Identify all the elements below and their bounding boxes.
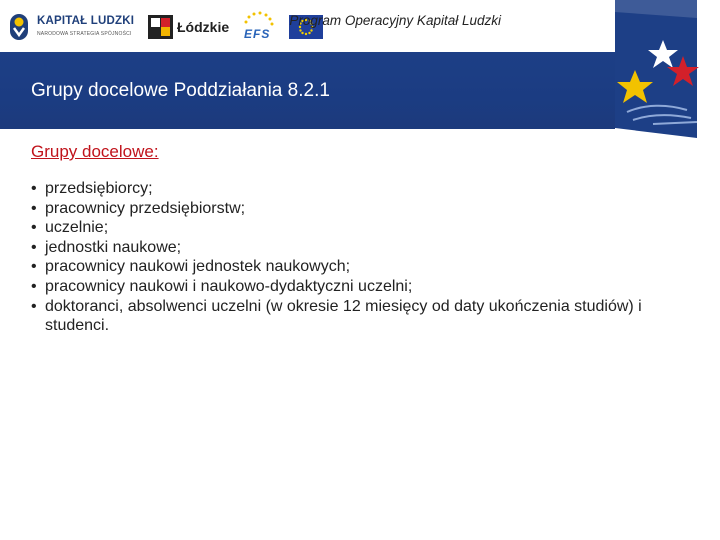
lodzkie-icon (148, 15, 173, 39)
content-area (31, 142, 691, 336)
target-groups-list (31, 179, 691, 336)
efs-logo (242, 10, 276, 44)
kapital-ludzki-subtitle: NARODOWA STRATEGIA SPÓJNOŚCI (37, 31, 132, 37)
logo-strip (0, 0, 615, 52)
bullet-icon: • (31, 199, 37, 217)
kapital-ludzki-icon (8, 13, 30, 41)
kapital-ludzki-title: KAPITAŁ LUDZKI (37, 15, 135, 27)
efs-text: EFS (244, 27, 271, 41)
list-item (31, 277, 691, 297)
bullet-icon: • (31, 297, 37, 315)
list-item-text: pracownicy naukowi jednostek naukowych; (45, 258, 351, 276)
list-item-text: uczelnie; (45, 219, 109, 237)
list-item (31, 257, 691, 277)
list-item (31, 179, 691, 199)
lodzkie-logo (148, 10, 234, 44)
list-item-text: doktoranci, absolwenci uczelni (w okresie 12 miesięcy od daty ukończenia studiów) i studenci. (45, 297, 642, 335)
lodzkie-name: Łódzkie (177, 19, 230, 35)
kapital-ludzki-logo (8, 10, 136, 44)
list-item (31, 218, 691, 238)
european-funds-emblem-icon (615, 0, 720, 138)
list-item-text: pracownicy przedsiębiorstw; (45, 199, 246, 217)
bullet-icon: • (31, 219, 37, 237)
list-item-text: pracownicy naukowi i naukowo-dydaktyczni uczelni; (45, 277, 413, 295)
list-item-text: jednostki naukowe; (45, 238, 182, 256)
list-item (31, 238, 691, 258)
section-heading: Grupy docelowe: (31, 142, 159, 161)
list-item (31, 199, 691, 219)
efs-stars-icon (242, 10, 274, 26)
program-label: Program Operacyjny Kapitał Ludzki (289, 13, 501, 28)
list-item-text: przedsiębiorcy; (45, 180, 153, 197)
page-title: Grupy docelowe Poddziałania 8.2.1 (31, 80, 330, 101)
bullet-icon: • (31, 238, 37, 256)
bullet-icon: • (31, 258, 37, 276)
bullet-icon: • (31, 277, 37, 295)
bullet-icon: • (31, 180, 37, 197)
list-item (31, 297, 691, 336)
title-bar (0, 52, 615, 129)
